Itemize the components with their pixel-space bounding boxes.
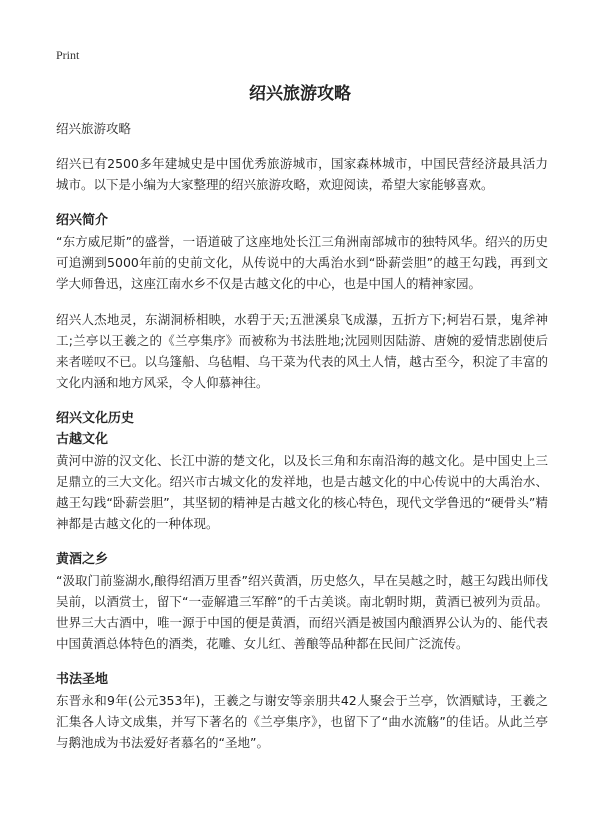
- yue-culture-paragraph: 黄河中游的汉文化、长江中游的楚文化，以及长三角和东南沿海的越文化。是中国史上三足鼎立的三大文化。绍兴市古城文化的发祥地，也是古越文化的中心传说中的大禹治水、越王勾践“卧薪尝胆”，其坚韧的精神是古越文化的核心特色，现代文学鲁迅的“硬骨头”精神都是古越文化的一种体现。: [56, 453, 548, 531]
- overview-paragraph-2: 绍兴人杰地灵，东湖洞桥相映，水碧于天;五泄溪泉飞成瀑，五折方下;柯岩石景，鬼斧神工;兰亭以王羲之的《兰亭集序》而被称为书法胜地;沈园则因陆游、唐婉的爱情悲剧使后来者嗟叹不已。以乌篷船、乌毡帽、乌干菜为代表的风土人情，越古至今，积淀了丰富的文化内涵和地方风采，令人仰慕神往。: [56, 312, 548, 390]
- section-heading-overview: 绍兴简介: [56, 213, 109, 228]
- subsection-heading-yellow-wine: 黄酒之乡: [56, 552, 109, 567]
- print-link[interactable]: Print: [56, 48, 80, 62]
- overview-paragraph-1: “东方威尼斯”的盛誉，一语道破了这座地处长江三角洲南部城市的独特风华。绍兴的历史可追溯到5000年前的史前文化，从传说中的大禹治水到“卧薪尝胆”的越王勾践，再到文学大师鲁迅，这座江南水乡不仅是古越文化的中心，也是中国人的精神家园。: [56, 234, 548, 291]
- section-heading-history: 绍兴文化历史: [56, 411, 135, 426]
- page-title: 绍兴旅游攻略: [249, 84, 351, 104]
- intro-paragraph: 绍兴已有2500多年建城史是中国优秀旅游城市，国家森林城市，中国民营经济最具活力城市。以下是小编为大家整理的绍兴旅游攻略，欢迎阅读，希望大家能够喜欢。: [56, 156, 548, 192]
- subsection-heading-yue-culture: 古越文化: [56, 432, 109, 447]
- article-subtitle: 绍兴旅游攻略: [56, 121, 132, 136]
- calligraphy-paragraph: 东晋永和9年(公元353年)，王羲之与谢安等亲朋共42人聚会于兰亭，饮酒赋诗，王羲之汇集各人诗文成集，并写下著名的《兰亭集序》，也留下了“曲水流觞”的佳话。从此兰亭与鹅池成为书法爱好者慕名的“圣地”。: [56, 693, 548, 750]
- article-body: [56, 118, 548, 768]
- yellow-wine-paragraph: “汲取门前鉴湖水,酿得绍酒万里香”绍兴黄酒，历史悠久，早在吴越之时，越王勾践出师伐吴前，以酒赏士，留下“一壶解遣三军醉”的千古美谈。南北朝时期，黄酒已被列为贡品。世界三大古酒中，唯一源于中国的便是黄酒，而绍兴酒是被国内酿酒界公认为的、能代表中国黄酒总体特色的酒类，花雕、女儿红、善酿等品种都在民间广泛流传。: [56, 573, 548, 651]
- subsection-heading-calligraphy: 书法圣地: [56, 672, 109, 687]
